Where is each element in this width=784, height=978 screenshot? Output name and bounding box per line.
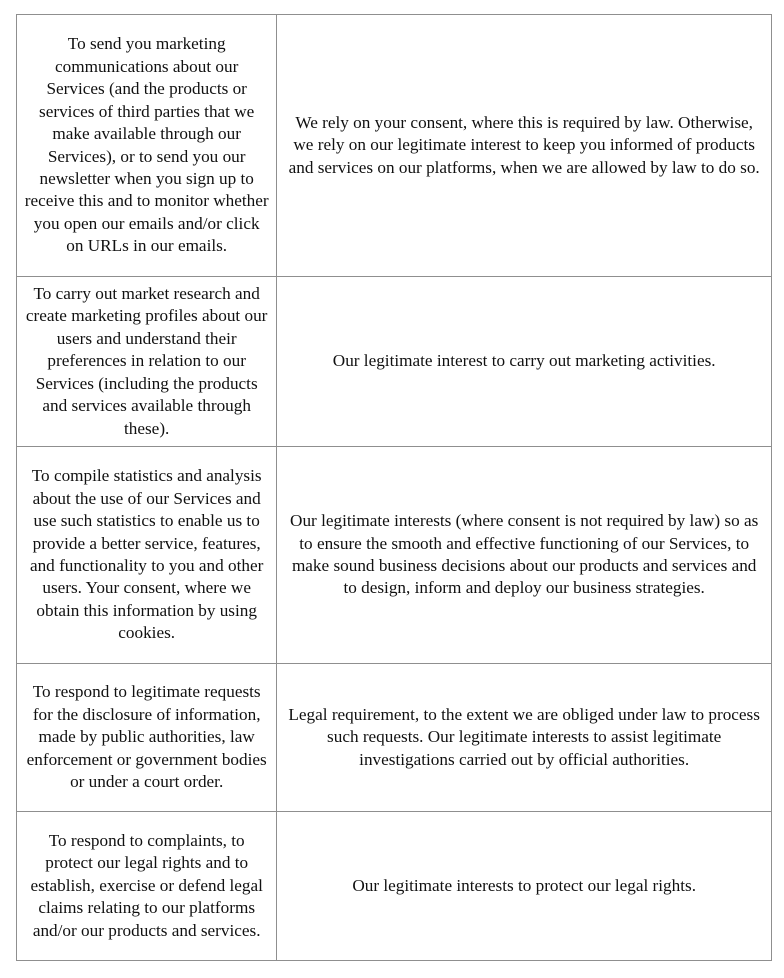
purpose-cell: To send you marketing communications about our Services (and the products or services of third parties that we make available through our Services), or to send you our newsletter when you sign up to receive this and to monitor whether you open our emails and/or click on URLs in our emails. bbox=[17, 15, 277, 277]
table-row bbox=[17, 812, 772, 961]
purpose-cell: To compile statistics and analysis about the use of our Services and use such statistics to enable us to provide a better service, features, and functionality to you and other users. Your consent, where we obtain this information by using cookies. bbox=[17, 447, 277, 664]
legal-basis-cell: Our legitimate interests to protect our legal rights. bbox=[277, 812, 772, 961]
purposes-table bbox=[16, 14, 772, 961]
legal-basis-cell: Our legitimate interests (where consent is not required by law) so as to ensure the smooth and effective functioning of our Services, to make sound business decisions about our products and services and to design, inform and deploy our business strategies. bbox=[277, 447, 772, 664]
legal-basis-cell: Legal requirement, to the extent we are obliged under law to process such requests. Our legitimate interests to assist legitimate investigations carried out by official authorities. bbox=[277, 664, 772, 812]
table-row bbox=[17, 447, 772, 664]
table-row bbox=[17, 277, 772, 447]
table-row bbox=[17, 664, 772, 812]
legal-basis-cell: Our legitimate interest to carry out marketing activities. bbox=[277, 277, 772, 447]
purpose-cell: To carry out market research and create marketing profiles about our users and understand their preferences in relation to our Services (including the products and services available through these). bbox=[17, 277, 277, 447]
table-row bbox=[17, 15, 772, 277]
legal-basis-cell: We rely on your consent, where this is required by law. Otherwise, we rely on our legitimate interest to keep you informed of products and services on our platforms, when we are allowed by law to do so. bbox=[277, 15, 772, 277]
purpose-cell: To respond to legitimate requests for the disclosure of information, made by public authorities, law enforcement or government bodies or under a court order. bbox=[17, 664, 277, 812]
purpose-cell: To respond to complaints, to protect our legal rights and to establish, exercise or defend legal claims relating to our platforms and/or our products and services. bbox=[17, 812, 277, 961]
purposes-table-body bbox=[17, 15, 772, 961]
